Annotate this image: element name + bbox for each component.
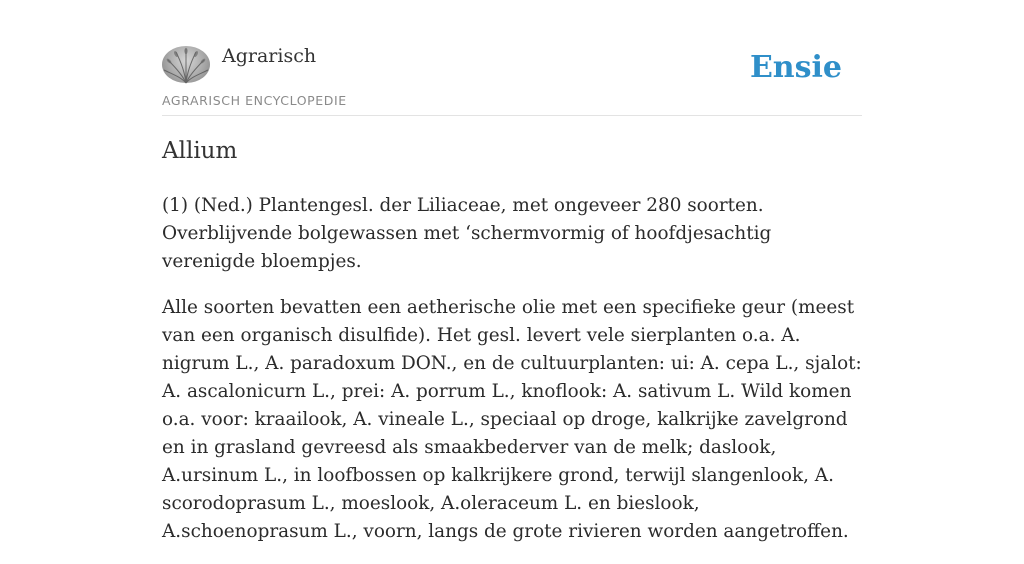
page bbox=[162, 0, 862, 542]
brand-logo-link[interactable]: Ensie bbox=[749, 50, 842, 85]
article-paragraph: Alle soorten bevatten een aetherische olie met een specifieke geur (meest van een organisch disulfide). Het gesl. levert vele sierplanten o.a. A. nigrum L., A. paradoxum DON., en de cultuurplanten: ui: A. cepa L., sjalot: A. ascalonicurn L., prei: A. porrum L., knoflook: A. sativum L. Wild komen o.a. voor: kraailook, A. vineale L., speciaal op droge, kalkrijke zavelgrond en in grasland gevreesd als smaakbederver van de melk; daslook, A.ursinum L., in loofbossen op kalkrijkere grond, terwijl slangenlook, A. scorodoprasum L., moeslook, A.oleraceum L. en bieslook, A.schoenoprasum L., voorn, langs de grote rivieren worden aangetroffen. bbox=[162, 297, 862, 542]
article-paragraph: (1) (Ned.) Plantengesl. der Liliaceae, met ongeveer 280 soorten. Overblijvende bolgewassen met ‘schermvormig of hoofdjesachtig verenigde bloempjes. bbox=[162, 195, 772, 272]
publication-subtitle[interactable]: AGRARISCH ENCYCLOPEDIE bbox=[162, 93, 347, 108]
article-body bbox=[162, 192, 862, 564]
header bbox=[162, 0, 862, 116]
publication-name[interactable]: Agrarisch bbox=[222, 45, 317, 67]
wheat-grass-logo-icon[interactable] bbox=[162, 46, 210, 83]
article-title: Allium bbox=[162, 138, 238, 164]
